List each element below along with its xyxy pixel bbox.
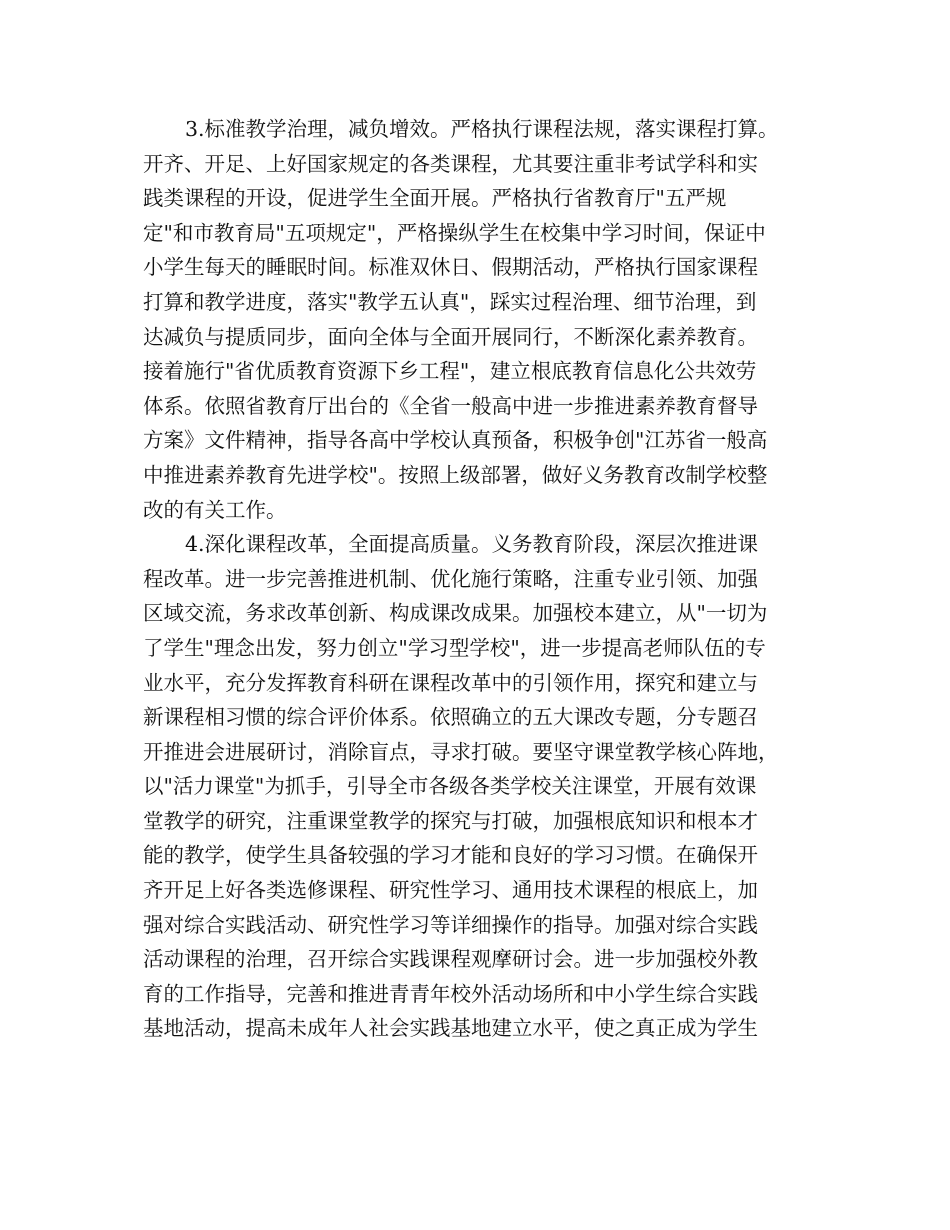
text-line: 强对综合实践活动、研究性学习等详细操作的指导。加强对综合实践 xyxy=(143,912,758,937)
text-line: 以"活力课堂"为抓手，引导全市各级各类学校关注课堂，开展有效课 xyxy=(143,774,757,799)
text-line: 程改革。进一步完善推进机制、优化施行策略，注重专业引领、加强 xyxy=(143,566,758,591)
text-line: 小学生每天的睡眠时间。标准双休日、假期活动，严格执行国家课程 xyxy=(143,255,758,280)
paragraph-3 xyxy=(143,112,823,527)
text-line: 体系。依照省教育厅出台的《全省一般高中进一步推进素养教育督导 xyxy=(143,393,758,418)
text-line: 开齐、开足、上好国家规定的各类课程，尤其要注重非考试学科和实 xyxy=(143,151,758,176)
text-line: 4.深化课程改革，全面提高质量。义务教育阶段，深层次推进课 xyxy=(185,532,759,557)
text-line: 育的工作指导，完善和推进青青年校外活动场所和中小学生综合实践 xyxy=(143,981,758,1006)
text-line: 区域交流，务求改革创新、构成课改成果。加强校本建立，从"一切为 xyxy=(143,601,768,626)
text-line: 接着施行"省优质教育资源下乡工程"，建立根底教育信息化公共效劳 xyxy=(143,359,757,384)
document-body xyxy=(143,112,823,1046)
text-line: 方案》文件精神，指导各高中学校认真预备，积极争创"江苏省一般高 xyxy=(143,428,768,453)
text-line: 业水平，充分发挥教育科研在课程改革中的引领作用，探究和建立与 xyxy=(143,670,758,695)
text-line: 了学生"理念出发，努力创立"学习型学校"，进一步提高老师队伍的专 xyxy=(143,635,766,660)
text-line: 齐开足上好各类选修课程、研究性学习、通用技术课程的根底上，加 xyxy=(143,878,758,903)
text-line: 中推进素养教育先进学校"。按照上级部署，做好义务教育改制学校整 xyxy=(143,462,768,487)
text-line: 新课程相习惯的综合评价体系。依照确立的五大课改专题，分专题召 xyxy=(143,705,758,730)
text-line: 践类课程的开设，促进学生全面开展。严格执行省教育厅"五严规 xyxy=(143,186,727,211)
text-line: 打算和教学进度，落实"教学五认真"，踩实过程治理、细节治理，到 xyxy=(143,289,757,314)
text-line: 定"和市教育局"五项规定"，严格操纵学生在校集中学习时间，保证中 xyxy=(143,220,766,245)
text-line: 开推进会进展研讨，消除盲点，寻求打破。要坚守课堂教学核心阵地， xyxy=(143,739,779,764)
paragraph-4 xyxy=(143,527,823,1046)
text-line: 达减负与提质同步，面向全体与全面开展同行，不断深化素养教育。 xyxy=(143,324,758,349)
text-line: 3.标准教学治理，减负增效。严格执行课程法规，落实课程打算。 xyxy=(185,117,779,141)
text-line: 活动课程的治理，召开综合实践课程观摩研讨会。进一步加强校外教 xyxy=(143,947,758,972)
text-line: 基地活动，提高未成年人社会实践基地建立水平，使之真正成为学生 xyxy=(143,1016,758,1041)
text-line: 堂教学的研究，注重课堂教学的探究与打破，加强根底知识和根本才 xyxy=(143,808,758,833)
text-line: 能的教学，使学生具备较强的学习才能和良好的学习习惯。在确保开 xyxy=(143,843,758,868)
text-line: 改的有关工作。 xyxy=(143,497,287,522)
